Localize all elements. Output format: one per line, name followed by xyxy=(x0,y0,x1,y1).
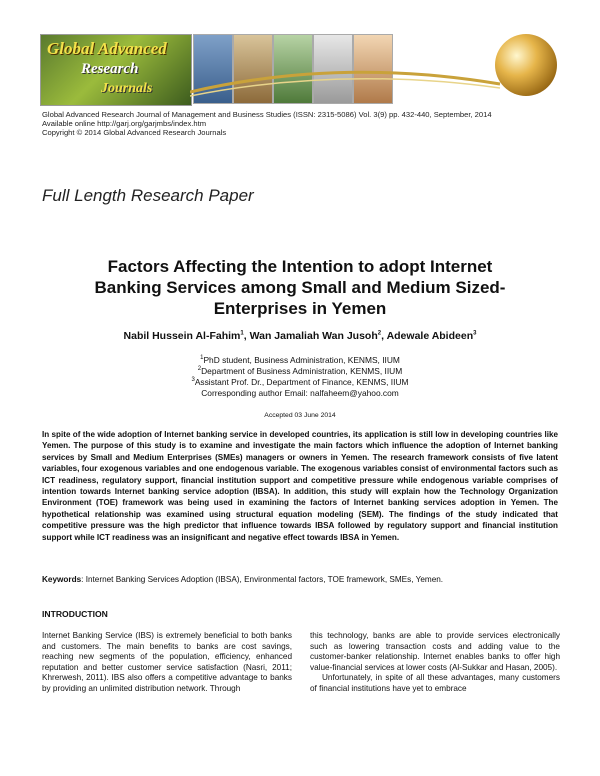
intro-column-right: this technology, banks are able to provide services electronically such as lowering transaction costs and adding value to the customer-banker relationship. Internet enables banks to offer high value-financial services at lower costs (Al-Sukkar and Hasan, 2005). Unfortunately, in spite of all these advantages, many customers of financial institutions have yet to embrace xyxy=(310,631,560,693)
intro-column-left: Internet Banking Service (IBS) is extremely beneficial to both banks and customers. The main benefits to banks are cost savings, reaching new segments of the population, efficiency, enhanced reputation and better customer service satisfaction (Nasri, 2011; Khrerwesh, 2011). IBS also offers a competitive advantage to banks by providing an unlimited distribution network. Through xyxy=(42,631,292,693)
journal-banner xyxy=(40,28,580,110)
swoosh-graphic xyxy=(190,62,510,102)
copyright: Copyright © 2014 Global Advanced Research Journals xyxy=(42,128,227,137)
paper-title: Factors Affecting the Intention to adopt Internet Banking Services among Small and Medium Sized- Enterprises in Yemen xyxy=(94,257,506,318)
paper-type: Full Length Research Paper xyxy=(42,186,254,205)
logo-text-global: Global Advanced xyxy=(47,39,167,58)
affiliation-2: $^2$Department of Business Administration, KENMS, IIUM xyxy=(197,366,403,376)
logo-text-research: Research xyxy=(81,61,139,77)
journal-logo xyxy=(40,34,192,106)
online-url: Available online http://garj.org/garjmbs/index.htm xyxy=(42,119,207,128)
author-list: Nabil Hussein Al-Fahim$^1$, Wan Jamaliah Wan Jusoh$^2$, Adewale Abideen$^3$ xyxy=(123,330,477,342)
logo-text-journals: Journals xyxy=(101,81,153,96)
affiliation-1: $^1$PhD student, Business Administration, KENMS, IIUM xyxy=(200,355,400,365)
affiliation-3: $^3$Assistant Prof. Dr., Department of Finance, KENMS, IIUM xyxy=(191,377,409,387)
introduction-heading: INTRODUCTION xyxy=(42,609,108,619)
globe-graphic xyxy=(495,34,557,96)
keywords: Keywords: Internet Banking Services Adoption (IBSA), Environmental factors, TOE framework, SMEs, Yemen. xyxy=(42,575,444,584)
accepted-date: Accepted 03 June 2014 xyxy=(264,412,336,419)
abstract: In spite of the wide adoption of Internet banking service in developed countries, its application is still low in developing countries like Yemen. The purpose of this study is to examine and investigate the main factors which influence the adoption of Internet banking services by Small and Medium Enterprises (SMEs) managers or owners in Yemen. The research framework consists of five latent variables, four exogenous variables and one endogenous variable. The exogenous variables consist of environmental factors such as ICT readiness, regulatory support, financial institution support and competitive pressure while endogenous variable comprises of intention towards Internet banking service adoption (IBSA). In addition, this study will explain how the Technology Organization Environment (TOE) framework was being used in examining the factors of Internet banking services adoption in Yemen. The hypothetical relationship was examined using structural equation modeling (SEM). The findings of the study indicated that competitive pressure was the high predictor that influence towards IBSA followed by regulatory support and financial institution support while ICT readiness was an insignificant and negative effect towards IBSA in Yemen. xyxy=(42,430,558,542)
corresponding-author: Corresponding author Email: nalfaheem@yahoo.com xyxy=(201,388,399,398)
journal-citation: Global Advanced Research Journal of Management and Business Studies (ISSN: 2315-5086) Vol. 3(9) pp. 432-440, September, 2014 xyxy=(42,110,492,119)
